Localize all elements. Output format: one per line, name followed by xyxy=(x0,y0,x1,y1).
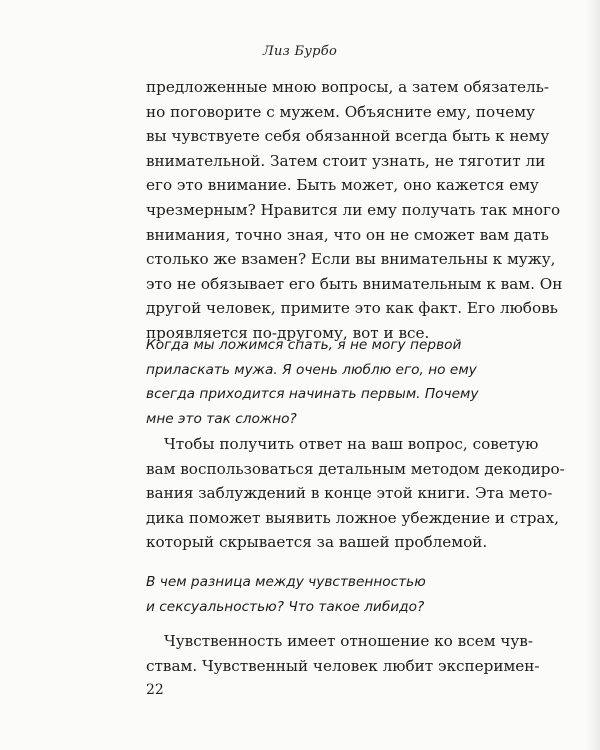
text-line: дика поможет выявить ложное убеждение и страх, xyxy=(146,508,559,527)
text-line: другой человек, примите это как факт. Его любовь xyxy=(146,299,558,318)
text-line: это не обязывает его быть внимательным к вам. Он xyxy=(146,274,563,293)
question-line: приласкать мужа. Я очень люблю его, но ему xyxy=(146,361,477,378)
text-line: предложенные мною вопросы, а затем обязатель- xyxy=(146,78,550,96)
text-line: Чтобы получить ответ на ваш вопрос, советую xyxy=(164,435,539,453)
running-header-author: Лиз Бурбо xyxy=(262,44,338,59)
page-edge-shadow xyxy=(586,0,600,750)
paragraph-3 xyxy=(146,629,540,678)
text-line: внимательной. Затем стоит узнать, не тяготит ли xyxy=(146,151,546,170)
question-2 xyxy=(146,570,494,619)
question-line: мне это так сложно? xyxy=(146,410,297,427)
text-line: вы чувствуете себя обязанной всегда быть к нему xyxy=(146,127,550,146)
paragraph-1 xyxy=(146,75,563,346)
text-line: ствам. Чувственный человек любит эксперимен- xyxy=(146,656,540,675)
text-line: его это внимание. Быть может, оно кажется ему xyxy=(146,176,539,195)
text-line: Чувственность имеет отношение ко всем чув- xyxy=(164,632,533,650)
question-line: В чем разница между чувственностью xyxy=(146,574,426,590)
text-line: но поговорите с мужем. Объясните ему, почему xyxy=(146,102,535,121)
question-line: и сексуальностью? Что такое либидо? xyxy=(146,598,425,615)
question-1 xyxy=(146,333,494,431)
page-number: 22 xyxy=(146,682,164,698)
paragraph-2 xyxy=(146,432,565,555)
text-line: столько же взамен? Если вы внимательны к мужу, xyxy=(146,250,556,269)
text-line: который скрывается за вашей проблемой. xyxy=(146,533,488,552)
text-line: внимания, точно зная, что он не сможет вам дать xyxy=(146,225,549,244)
question-line: всегда приходится начинать первым. Почему xyxy=(146,386,479,403)
question-line: Когда мы ложимся спать, я не могу первой xyxy=(146,337,462,353)
text-line: проявляется по-другому, вот и все. xyxy=(146,323,430,342)
text-line: вам воспользоваться детальным методом декодиро- xyxy=(146,459,565,478)
text-line: чрезмерным? Нравится ли ему получать так много xyxy=(146,200,561,219)
text-line: вания заблуждений в конце этой книги. Эта мето- xyxy=(146,484,553,503)
